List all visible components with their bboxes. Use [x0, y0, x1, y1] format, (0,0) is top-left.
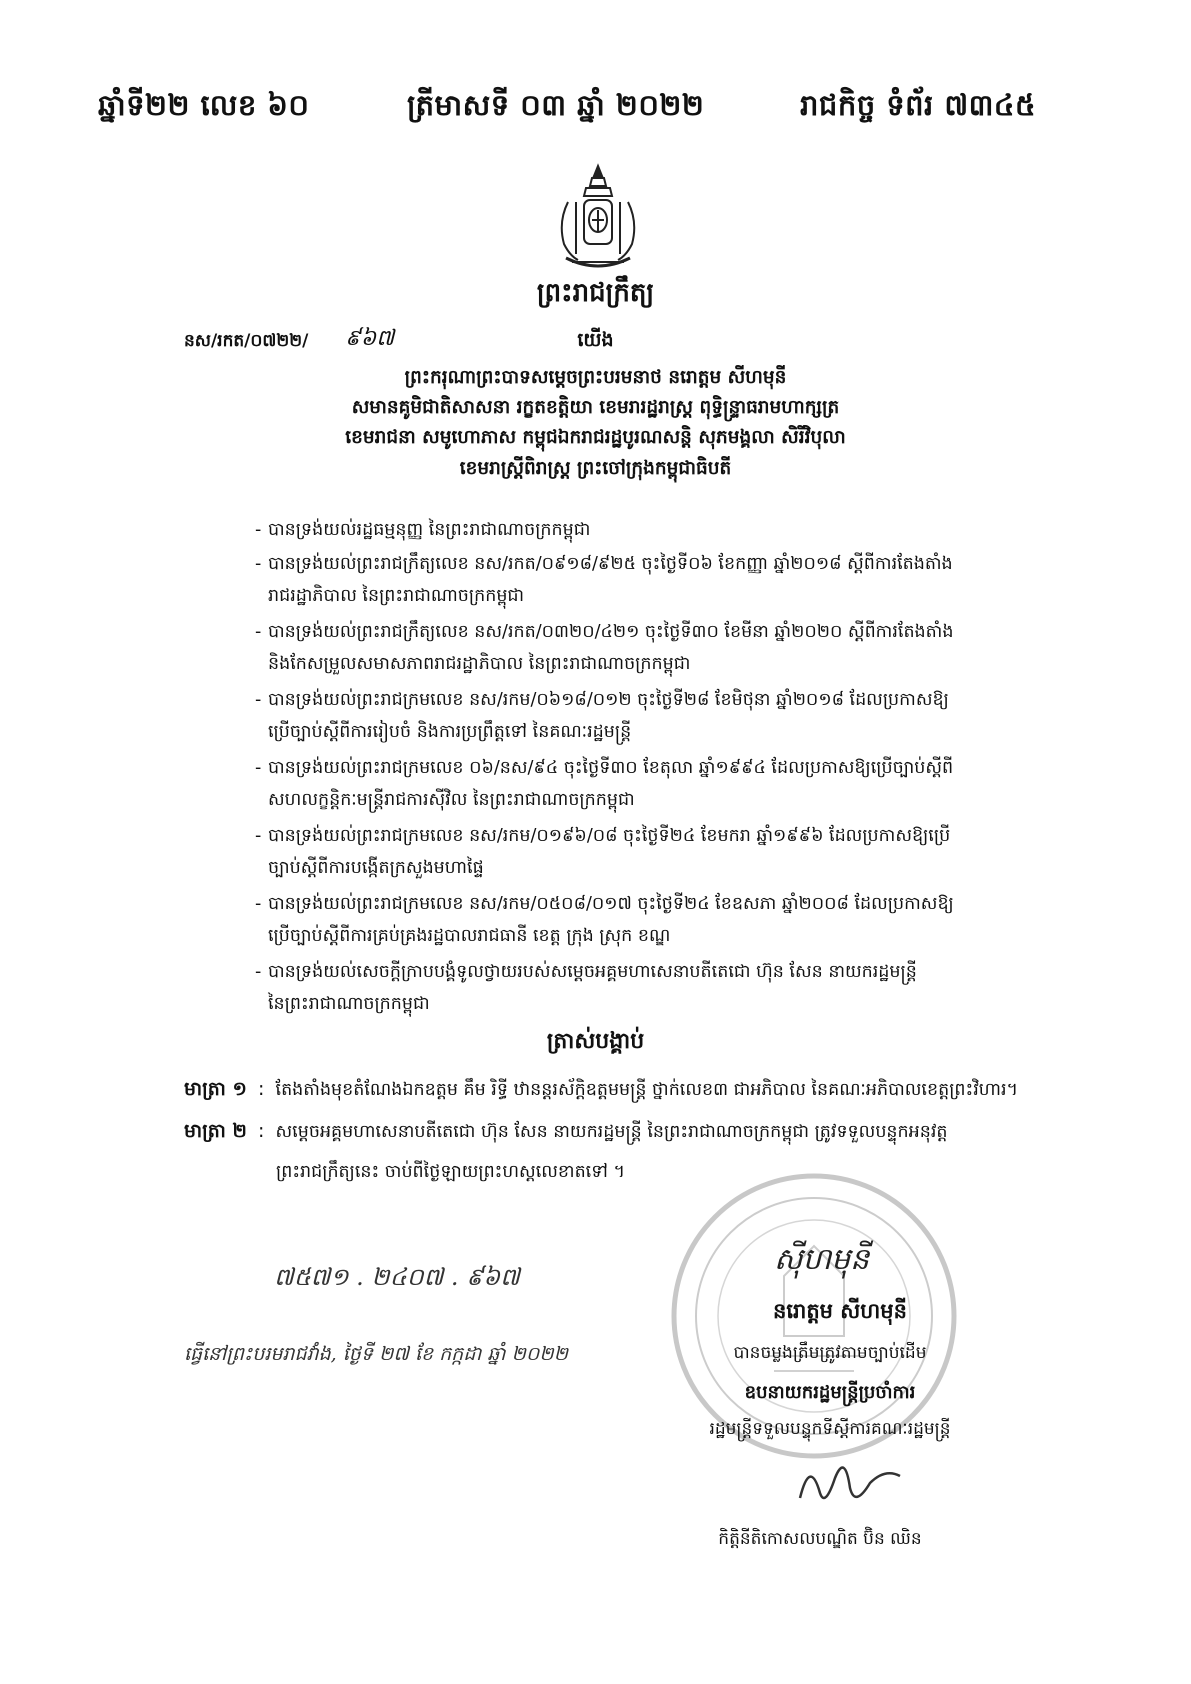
handwritten-reference: ៧៥៧១ . ២៤០៧ . ៩៦៧ — [274, 1263, 520, 1291]
royal-title-line-3: ខេមរាជនា សមូហោភាស កម្ពុជឯករាជរដ្ឋបូរណសន្តិ សុភមង្គលា សិរីវិបុលា — [345, 427, 846, 448]
header-year-issue: ឆ្នាំទី២២ លេខ ៦០ — [98, 88, 310, 122]
we-heading: យើង — [577, 329, 614, 351]
article-2-continued: ព្រះរាជក្រឹត្យនេះ ចាប់ពីថ្ងៃឡាយព្រះហស្តលេខាតទៅ ។ — [276, 1162, 625, 1182]
document-type: ព្រះរាជក្រឹត្យ — [536, 278, 655, 308]
consideration-item: - បានទ្រង់យល់ព្រះរាជក្រមលេខ នស/រកម/០៥០៨/០១៧ ចុះថ្ងៃទី២៤ ខែឧសភា ឆ្នាំ២០០៨ ដែលប្រកាសឱ្យ ប្រើច្បាប់ស្តីពីការគ្រប់គ្រងរដ្ឋបាលរាជធានី ខេត្ត ក្រុង ស្រុក ខណ្ឌ — [255, 894, 954, 946]
royal-title-line-4: ខេមរាស្ត្រីពិរាស្ត្រ ព្រះចៅក្រុងកម្ពុជាធិបតី — [459, 458, 732, 479]
article-label: មាត្រា ២ — [184, 1120, 247, 1142]
consideration-item: - បានទ្រង់យល់ព្រះរាជក្រមលេខ នស/រកម/០៦១៨/០១២ ចុះថ្ងៃទី២៨ ខែមិថុនា ឆ្នាំ២០១៨ ដែលប្រកាសឱ្យ ប្រើច្បាប់ស្តីពីការរៀបចំ និងការប្រព្រឹត្តទៅ នៃគណៈរដ្ឋមន្ត្រី — [255, 690, 949, 742]
certified-copy-line: បានចម្លងត្រឹមត្រូវតាមច្បាប់ដើម — [733, 1343, 927, 1363]
minister-signature-icon — [790, 1448, 910, 1518]
royal-emblem-icon — [548, 162, 648, 280]
royal-title-line-2: សមានគូមិជាតិសាសនា រក្ខតខត្តិយា ខេមរារដ្ឋរាស្ត្រ ពុទ្ធិន្ទ្រាធរាមហាក្សត្រ — [351, 397, 840, 418]
reference-number: នស/រកត/០៧២២/ — [184, 331, 309, 351]
gazette-header — [0, 88, 1191, 144]
consideration-item: - បានទ្រង់យល់ព្រះរាជក្រឹត្យលេខ នស/រកត/០៩១៨/៩២៥ ចុះថ្ងៃទី០៦ ខែកញ្ញា ឆ្នាំ២០១៨ ស្តីពីការតែងតាំង រាជរដ្ឋាភិបាល នៃព្រះរាជាណាចក្រកម្ពុជា — [255, 554, 953, 606]
royal-signature: ស៊ីហមុនី — [774, 1242, 870, 1277]
article-1: មាត្រា ១ : តែងតាំងមុខតំណែងឯកឧត្តម គឹម រិទ្ធី ឋានន្តរស័ក្តិឧត្តមមន្ត្រី ថ្នាក់លេខ៣ ជាអភិបាល នៃគណៈអភិបាលខេត្តព្រះវិហារ។ — [184, 1078, 1019, 1100]
consideration-item: - បានទ្រង់យល់ព្រះរាជក្រឹត្យលេខ នស/រកត/០៣២០/៤២១ ចុះថ្ងៃទី៣០ ខែមីនា ឆ្នាំ២០២០ ស្តីពីការតែងតាំង និងកែសម្រួលសមាសភាពរាជរដ្ឋាភិបាល នៃព្រះរាជាណាចក្រកម្ពុជា — [255, 622, 954, 674]
consideration-item: - បានទ្រង់យល់សេចក្តីក្រាបបង្គំទូលថ្វាយរបស់សម្តេចអគ្គមហាសេនាបតីតេជោ ហ៊ុន សែន នាយករដ្ឋមន្ត្រី នៃព្រះរាជាណាចក្រកម្ពុជា — [255, 962, 917, 1014]
consideration-item: - បានទ្រង់យល់ព្រះរាជក្រមលេខ នស/រកម/០១៩៦/០៨ ចុះថ្ងៃទី២៤ ខែមករា ឆ្នាំ១៩៩៦ ដែលប្រកាសឱ្យប្រើ ច្បាប់ស្តីពីការបង្កើតក្រសួងមហាផ្ទៃ — [255, 826, 951, 878]
deputy-pm-title: ឧបនាយករដ្ឋមន្ត្រីប្រចាំការ — [744, 1382, 916, 1403]
date-line: ធ្វើនៅព្រះបរមរាជវាំង, ថ្ងៃទី ២៧ ខែ កក្កដា ឆ្នាំ ២០២២ — [184, 1343, 569, 1365]
article-2: មាត្រា ២ : សម្តេចអគ្គមហាសេនាបតីតេជោ ហ៊ុន សែន នាយករដ្ឋមន្ត្រី នៃព្រះរាជាណាចក្រកម្ពុជា ត្រូវទទួលបន្ទុកអនុវត្ត — [184, 1120, 948, 1142]
reference-number-handwritten: ៩៦៧ — [345, 326, 395, 351]
article-text: តែងតាំងមុខតំណែងឯកឧត្តម គឹម រិទ្ធី ឋានន្តរស័ក្តិឧត្តមមន្ត្រី ថ្នាក់លេខ៣ ជាអភិបាល នៃគណៈអភិបាលខេត្តព្រះវិហារ។ — [275, 1080, 1019, 1100]
decree-section-title: ត្រាស់បង្គាប់ — [546, 1029, 645, 1054]
article-label: មាត្រា ១ — [184, 1078, 247, 1100]
consideration-item: - បានទ្រង់យល់ព្រះរាជក្រមលេខ ០៦/នស/៩៤ ចុះថ្ងៃទី៣០ ខែតុលា ឆ្នាំ១៩៩៤ ដែលប្រកាសឱ្យប្រើច្បាប់ស្តីពី សហលក្ខន្តិកៈមន្ត្រីរាជការស៊ីវិល នៃព្រះរាជាណាចក្រកម្ពុជា — [255, 758, 954, 810]
royal-title-line-1: ព្រះករុណាព្រះបាទសម្តេចព្រះបរមនាថ នរោត្តម សីហមុនី — [404, 367, 787, 388]
signatory-minister-name: កិត្តិនីតិកោសលបណ្ឌិត ប៊ិន ឈិន — [718, 1529, 922, 1549]
header-page: រាជកិច្ច ទំព័រ ៧៣៤៥ — [800, 88, 1036, 122]
minister-title: រដ្ឋមន្ត្រីទទួលបន្ទុកទីស្តីការគណៈរដ្ឋមន្ត្រី — [709, 1419, 951, 1439]
header-quarter: ត្រីមាសទី ០៣ ឆ្នាំ ២០២២ — [407, 88, 705, 122]
signatory-name: នរោត្តម សីហមុនី — [773, 1299, 907, 1323]
consideration-item: - បានទ្រង់យល់រដ្ឋធម្មនុញ្ញ នៃព្រះរាជាណាចក្រកម្ពុជា — [255, 520, 591, 540]
article-text: សម្តេចអគ្គមហាសេនាបតីតេជោ ហ៊ុន សែន នាយករដ្ឋមន្ត្រី នៃព្រះរាជាណាចក្រកម្ពុជា ត្រូវទទួលបន្ទុកអនុវត្ត — [275, 1122, 948, 1142]
